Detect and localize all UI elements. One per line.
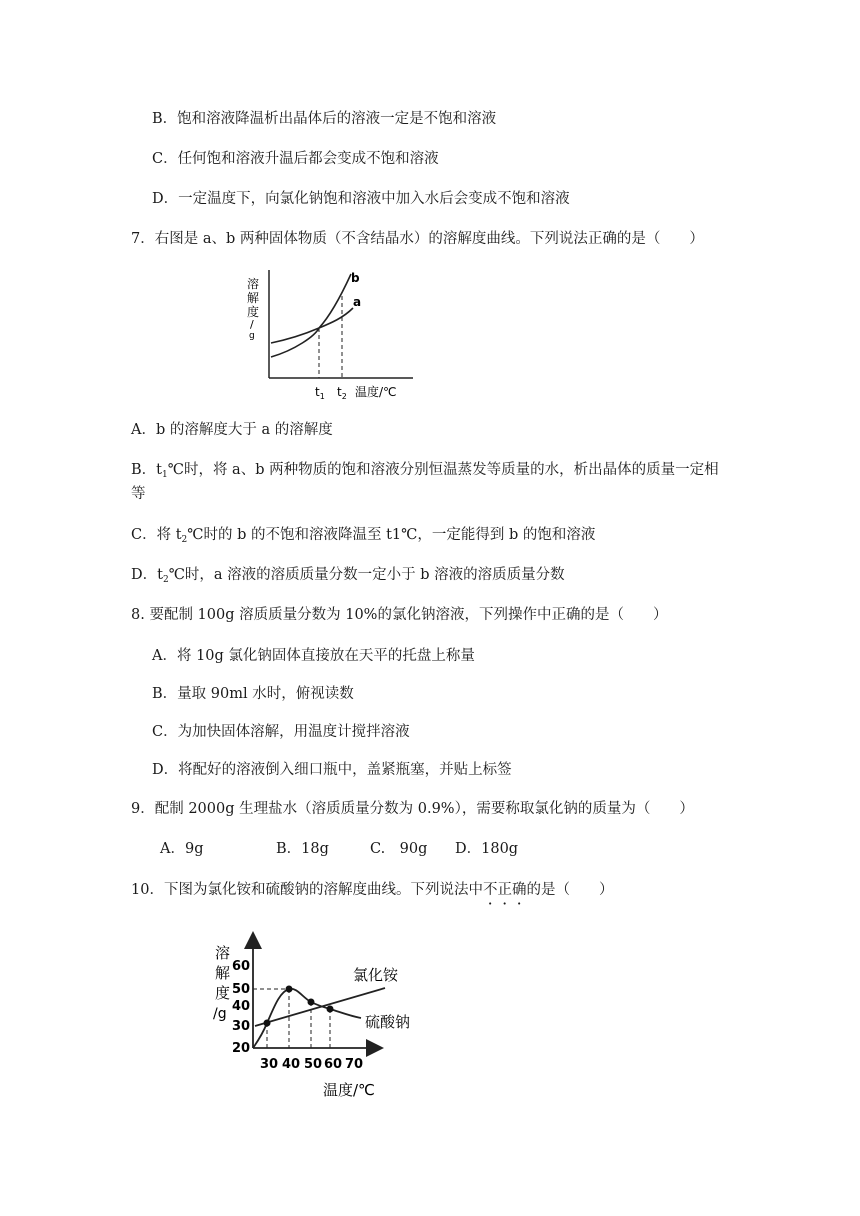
ytick: 40 bbox=[232, 999, 251, 1014]
ylabel-3: 度 bbox=[215, 984, 231, 1002]
q7-stem: 7．右图是 a、b 两种固体物质（不含结晶水）的溶解度曲线。下列说法正确的是（ ） bbox=[131, 231, 704, 247]
q9-option-d: D．180g bbox=[455, 841, 519, 857]
xtick: 40 bbox=[282, 1057, 301, 1072]
xtick: 60 bbox=[324, 1057, 343, 1072]
q8-option-b: B．量取 90ml 水时，俯视读数 bbox=[152, 686, 354, 702]
xlabel: 温度/℃ bbox=[323, 1081, 375, 1099]
solubility-chart-ab bbox=[235, 266, 415, 404]
ytick: 30 bbox=[232, 1019, 251, 1034]
label-na2so4: 硫酸钠 bbox=[365, 1013, 411, 1031]
q8-stem: 8. 要配制 100g 溶质质量分数为 10%的氯化钠溶液，下列操作中正确的是（ ） bbox=[131, 607, 668, 623]
xtick: 30 bbox=[260, 1057, 279, 1072]
q10-stem: 10．下图为氯化铵和硫酸钠的溶解度曲线。下列说法中不正确的是（ ） bbox=[131, 882, 614, 898]
tick-t2: $t_2$ bbox=[337, 385, 347, 401]
tick-t1: $t_1$ bbox=[315, 385, 325, 401]
q8-option-d: D．将配好的溶液倒入细口瓶中，盖紧瓶塞，并贴上标签 bbox=[152, 762, 512, 778]
ytick: 60 bbox=[232, 959, 251, 974]
label-nh4cl: 氯化铵 bbox=[353, 966, 399, 984]
q6-option-b: B．饱和溶液降温析出晶体后的溶液一定是不饱和溶液 bbox=[152, 111, 497, 127]
curve-a bbox=[271, 308, 353, 343]
ylabel-1: 溶 bbox=[215, 944, 231, 962]
xtick: 70 bbox=[345, 1057, 364, 1072]
q7-option-b-cont: 等 bbox=[131, 486, 146, 502]
curve-b bbox=[271, 274, 351, 357]
point-30 bbox=[264, 1020, 271, 1027]
emphasis-char: 正 bbox=[497, 882, 512, 898]
point-60 bbox=[327, 1006, 334, 1013]
ylabel-2: 解 bbox=[247, 291, 260, 305]
ylabel-4: / bbox=[250, 318, 254, 331]
q7-option-c: C．将 $t_2℃$时的 b 的不饱和溶液降温至 t1℃，一定能得到 b 的饱和溶液 bbox=[131, 527, 596, 545]
emphasis-char: 不 bbox=[482, 882, 498, 898]
ylabel-3: 度 bbox=[247, 305, 260, 319]
series-na2so4 bbox=[253, 989, 361, 1048]
point-50 bbox=[308, 999, 315, 1006]
q9-option-b: B．18g bbox=[276, 841, 329, 857]
q7-option-d: D．$t_2℃$时，a 溶液的溶质质量分数一定小于 b 溶液的溶质质量分数 bbox=[131, 567, 565, 585]
q6-option-c: C．任何饱和溶液升温后都会变成不饱和溶液 bbox=[152, 151, 439, 167]
label-b: b bbox=[351, 271, 360, 285]
solubility-chart-nh4cl-na2so4 bbox=[205, 930, 445, 1100]
label-a: a bbox=[353, 295, 362, 309]
q9-stem: 9．配制 2000g 生理盐水（溶质质量分数为 0.9%），需要称取氯化钠的质量为（ ） bbox=[131, 801, 694, 817]
q7-option-b: B．$t_1℃$时，将 a、b 两种物质的饱和溶液分别恒温蒸发等质量的水，析出晶体的质量一定相 bbox=[131, 462, 719, 480]
ylabel-1: 溶 bbox=[247, 277, 260, 291]
ytick: 50 bbox=[232, 982, 251, 997]
ylabel-2: 解 bbox=[215, 964, 231, 982]
q9-option-c: C. 90g bbox=[370, 841, 428, 857]
point-40 bbox=[286, 986, 293, 993]
q8-option-c: C．为加快固体溶解，用温度计搅拌溶液 bbox=[152, 724, 410, 740]
ytick: 20 bbox=[232, 1041, 251, 1056]
q6-option-d: D．一定温度下，向氯化钠饱和溶液中加入水后会变成不饱和溶液 bbox=[152, 191, 570, 207]
emphasis-char: 确 bbox=[511, 882, 527, 898]
q9-option-a: A．9g bbox=[160, 841, 204, 857]
xtick: 50 bbox=[304, 1057, 323, 1072]
ylabel-5: g bbox=[249, 331, 255, 341]
ylabel-4: /g bbox=[213, 1006, 227, 1022]
xlabel: 温度/℃ bbox=[355, 385, 397, 399]
q8-option-a: A．将 10g 氯化钠固体直接放在天平的托盘上称量 bbox=[152, 648, 475, 664]
q7-option-a: A．b 的溶解度大于 a 的溶解度 bbox=[131, 422, 333, 438]
